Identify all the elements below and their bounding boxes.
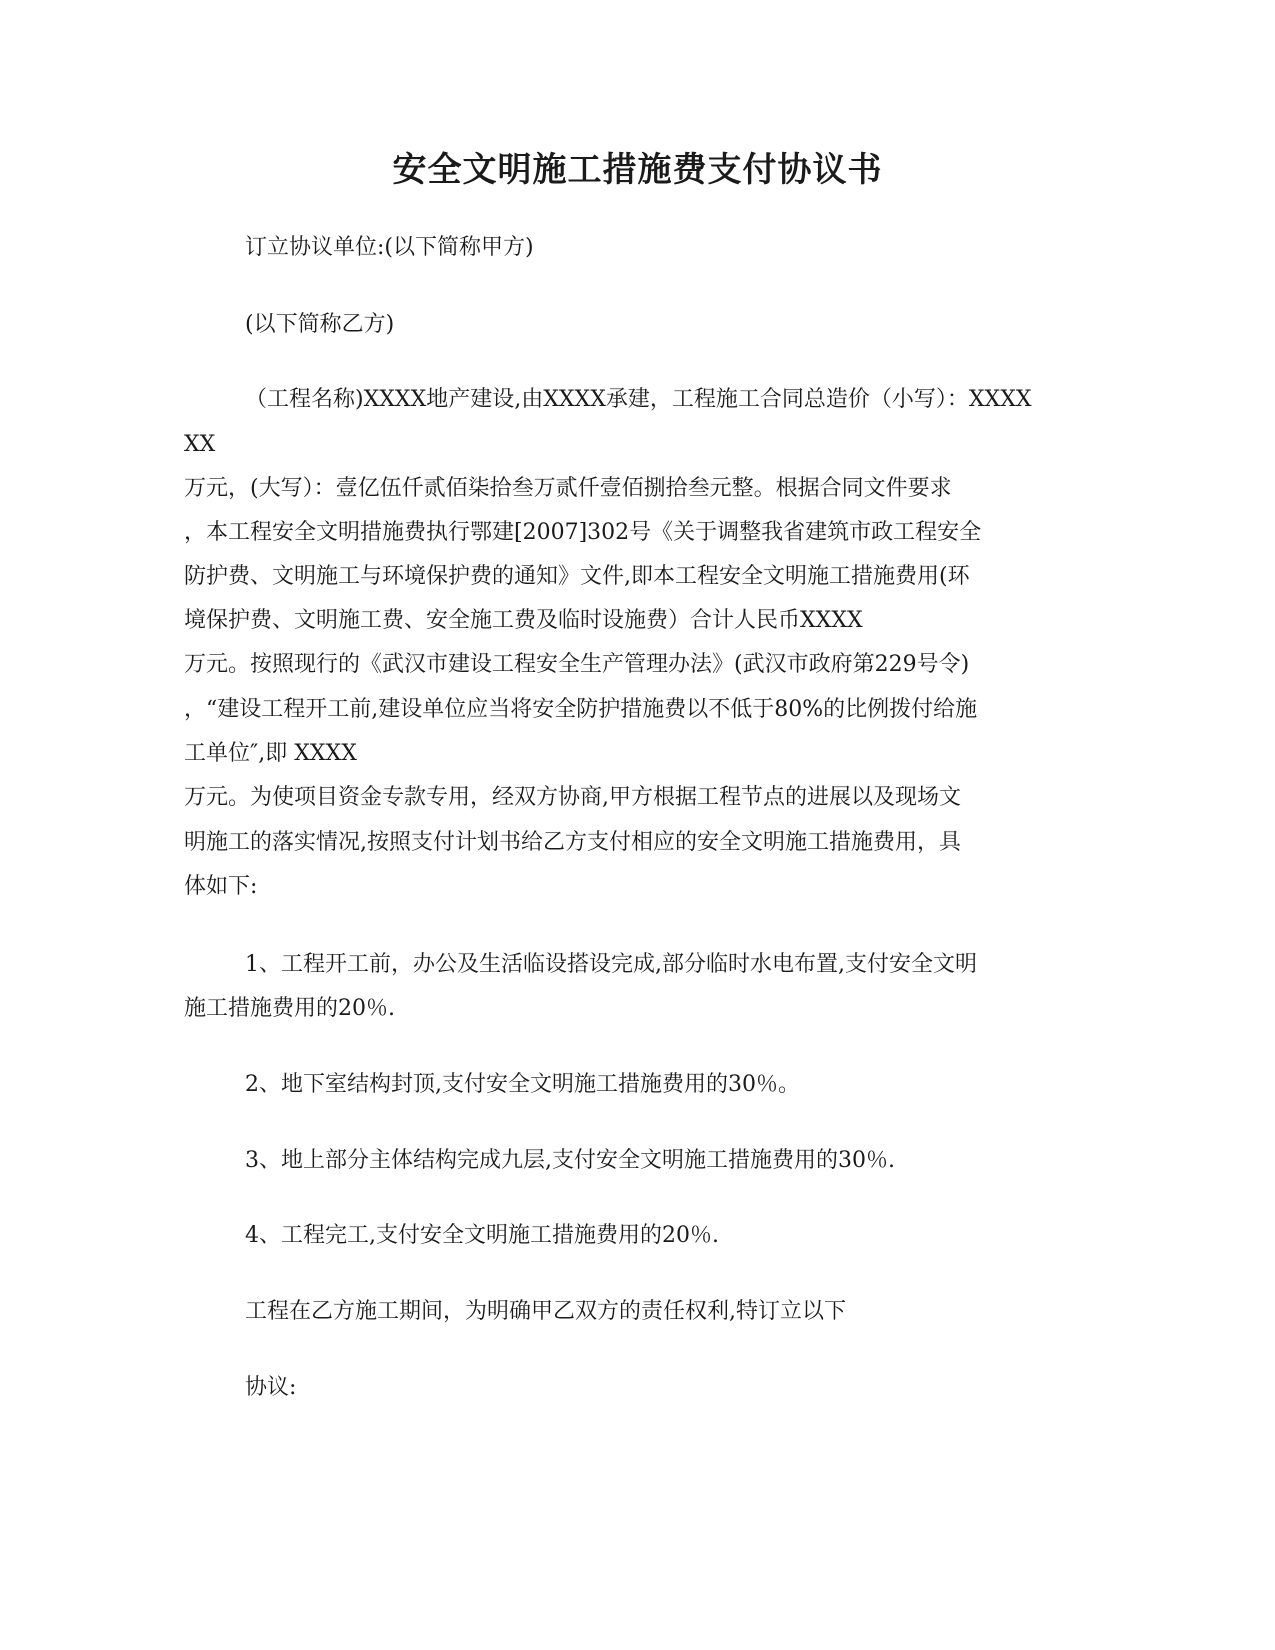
document-title: 安全文明施工措施费支付协议书 <box>392 150 883 190</box>
payment-item-3: 3、地上部分主体结构完成九层,支付安全文明施工措施费用的30％. <box>245 1148 895 1173</box>
body-line: 工单位″,即 XXXX <box>184 741 357 766</box>
party-a-line: 订立协议单位:(以下简称甲方) <box>245 235 534 260</box>
body-line: 明施工的落实情况,按照支付计划书给乙方支付相应的安全文明施工措施费用，具 <box>184 830 961 855</box>
closing-line: 工程在乙方施工期间，为明确甲乙双方的责任权利,特订立以下 <box>245 1299 846 1324</box>
body-line: （工程名称)XXXX地产建设,由XXXX承建，工程施工合同总造价（小写）：XXXX <box>245 387 1032 412</box>
body-line: 体如下: <box>184 874 258 899</box>
body-line: 万元。为使项目资金专款专用，经双方协商,甲方根据工程节点的进展以及现场文 <box>184 785 961 810</box>
body-line: ，本工程安全文明措施费执行鄂建[2007]302号《关于调整我省建筑市政工程安全 <box>184 520 982 545</box>
party-b-line: (以下简称乙方) <box>245 312 395 337</box>
body-line: XX <box>184 432 216 457</box>
body-line: 万元。按照现行的《武汉市建设工程安全生产管理办法》(武汉市政府第229号令) <box>184 652 970 677</box>
body-line: ，“建设工程开工前,建设单位应当将安全防护措施费以不低于80%的比例拨付给施 <box>184 697 978 722</box>
body-line: 境保护费、文明施工费、安全施工费及临时设施费）合计人民币XXXX <box>184 608 863 633</box>
agreement-label: 协议: <box>245 1375 297 1400</box>
payment-item-4: 4、工程完工,支付安全文明施工措施费用的20％. <box>245 1223 719 1248</box>
payment-item-1: 1、工程开工前，办公及生活临设搭设完成,部分临时水电布置,支付安全文明 <box>245 952 977 977</box>
body-line: 万元，(大写）：壹亿伍仟贰佰柒拾叁万贰仟壹佰捌拾叁元整。根据合同文件要求 <box>184 476 952 501</box>
payment-item-2: 2、地下室结构封顶,支付安全文明施工措施费用的30％。 <box>245 1072 800 1097</box>
body-line: 防护费、文明施工与环境保护费的通知》文件,即本工程安全文明施工措施费用(环 <box>184 564 970 589</box>
payment-item-1-continued: 施工措施费用的20％. <box>184 996 395 1021</box>
